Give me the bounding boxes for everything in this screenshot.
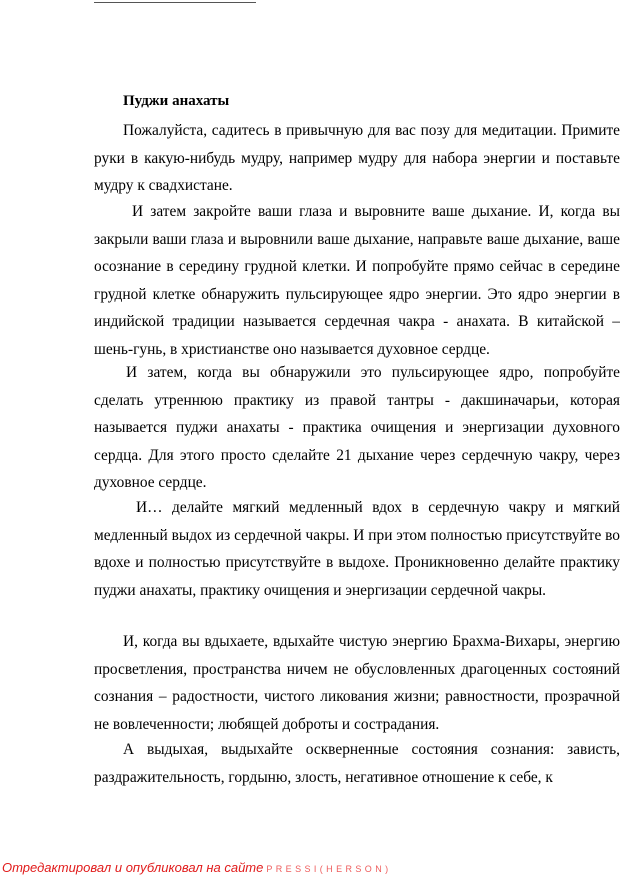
footer-text: Отредактировал и опубликовал на сайте xyxy=(2,860,264,875)
header-rule xyxy=(94,2,256,3)
section-title: Пуджи анахаты xyxy=(123,93,230,109)
paragraph-2: И затем закройте ваши глаза и выровните ваше дыхание. И, когда вы закрыли ваши глаза и выровнили ваше дыхание, направьте ваше дыхание, ваше осознание в середину грудной клетки. И попробуйте прямо сейчас в середине грудной клетке обнаружить пульсирующее ядро энергии. Это ядро энергии в индийской традиции называется сердечная чакра - анахата. В китайской – шень-гунь, в христианстве оно называется духовное сердце. xyxy=(94,203,620,358)
paragraph-1: Пожалуйста, садитесь в привычную для вас позу для медитации. Примите руки в какую-нибудь мудру, например мудру для набора энергии и поставьте мудру к свадхистане. xyxy=(94,122,620,194)
footer-site-name[interactable]: PRESSI(HERSON) xyxy=(266,864,392,874)
footer-credit xyxy=(2,860,392,877)
paragraph-3: И затем, когда вы обнаружили это пульсирующее ядро, попробуйте сделать утреннюю практику из правой тантры - дакшиначарьи, которая называется пуджи анахаты - практика очищения и энергизации духовного сердца. Для этого просто сделайте 21 дыхание через сердечную чакру, через духовное сердце. xyxy=(94,364,620,491)
paragraph-6: А выдыхая, выдыхайте оскверненные состояния сознания: зависть, раздражительность, гордыню, злость, негативное отношение к себе, к xyxy=(94,741,620,786)
paragraph-4: И… делайте мягкий медленный вдох в сердечную чакру и мягкий медленный выдох из сердечной чакры. И при этом полностью присутствуйте во вдохе и полностью присутствуйте в выдохе. Проникновенно делайте практику пуджи анахаты, практику очищения и энергизации сердечной чакры. xyxy=(94,499,620,599)
paragraph-5: И, когда вы вдыхаете, вдыхайте чистую энергию Брахма-Вихары, энергию просветления, пространства ничем не обусловленных драгоценных состояний сознания – радостности, чистого ликования жизни; равностности, прозрачной не вовлеченности; любящей доброты и сострадания. xyxy=(94,633,620,733)
